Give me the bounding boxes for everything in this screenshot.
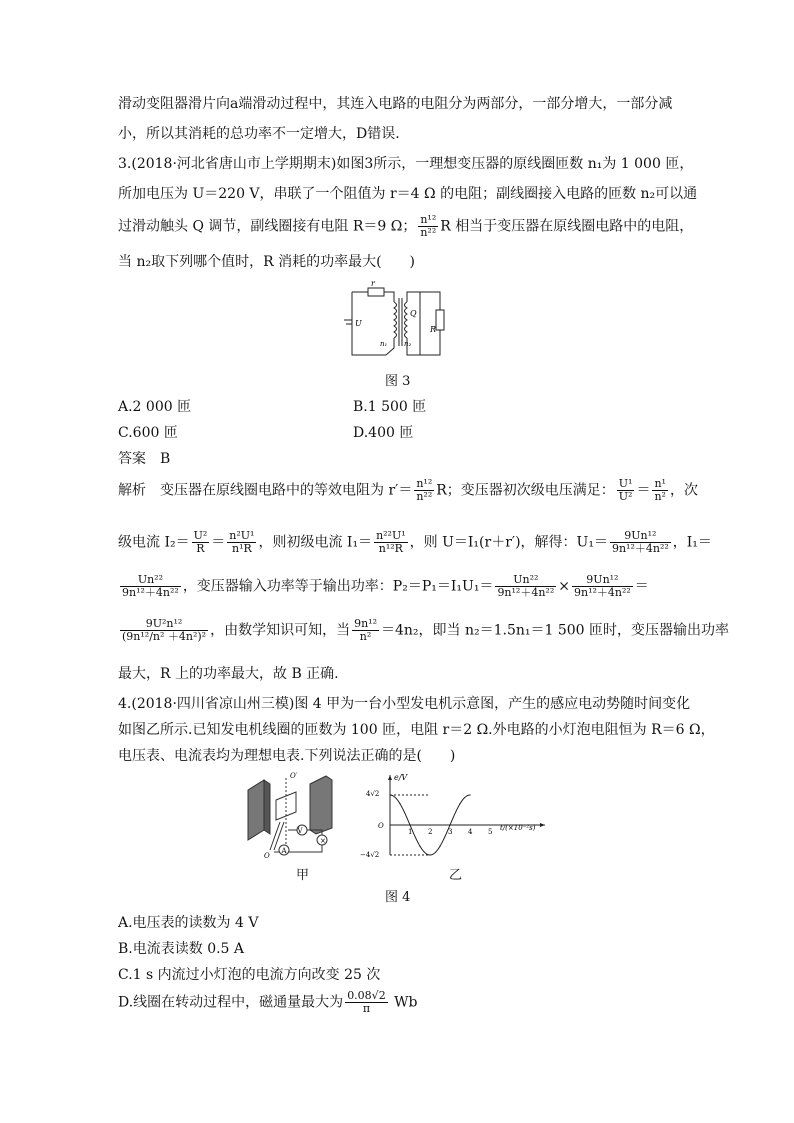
analysis-line <box>118 530 712 555</box>
denominator: 9n¹²＋4n²² <box>611 542 669 555</box>
text: ，次 <box>669 482 698 499</box>
text: ＝ <box>634 578 649 595</box>
numerator: n¹² <box>416 477 433 490</box>
analysis-line: 最大，R 上的功率最大，故 B 正确. <box>118 666 339 682</box>
numerator: n¹ <box>654 477 666 490</box>
label-Q: Q <box>410 309 417 318</box>
fraction <box>120 574 181 599</box>
text: D.线圈在转动过程中，磁通量最大为 <box>118 994 344 1011</box>
numerator: U² <box>193 529 208 542</box>
unit: Wb <box>394 994 418 1011</box>
paragraph-line: 小，所以其消耗的总功率不一定增大，D错误. <box>118 126 400 142</box>
option-c: C.600 匝 <box>118 425 178 441</box>
fraction <box>374 530 408 555</box>
text: ，则初级电流 I₁＝ <box>258 534 373 551</box>
svg-text:O: O <box>264 852 270 860</box>
y-tick-bottom: −4√2 <box>360 851 380 859</box>
denominator: n¹²R <box>378 542 403 555</box>
numerator: Un²² <box>495 574 556 587</box>
data-point <box>459 803 460 804</box>
denominator: n²² <box>420 226 437 239</box>
x-tick-label: 5 <box>488 828 493 836</box>
y-tick-top: 4√2 <box>366 790 380 798</box>
fraction <box>610 530 671 555</box>
numerator: 9U²n¹² <box>120 618 208 631</box>
text: R 相当于变压器在原线圈电路中的电阻， <box>440 218 694 235</box>
fraction <box>120 618 208 643</box>
figure-4-caption: 图 4 <box>385 890 411 905</box>
numerator: 0.08√2 <box>347 989 386 1002</box>
svg-text:×: × <box>320 837 326 845</box>
text: ，变压器输入功率等于输出功率：P₂＝P₁＝I₁U₁＝ <box>182 578 494 595</box>
fraction <box>414 478 434 503</box>
denominator: U² <box>618 490 633 503</box>
option-c: C.1 s 内流过小灯泡的电流方向改变 25 次 <box>118 967 381 983</box>
text: R；变压器初次级电压满足： <box>436 482 615 499</box>
question-4-line: 4.(2018·四川省凉山州三模)图 4 甲为一台小型发电机示意图，产生的感应电动势随时间变化 <box>118 696 691 712</box>
paragraph-line: 滑动变阻器滑片向a端滑动过程中，其连入电路的电阻分为两部分，一部分增大，一部分减 <box>118 96 673 112</box>
figure-4a-caption: 甲 <box>296 868 310 883</box>
x-tick-label: 4 <box>468 828 473 836</box>
figure-3-caption: 图 3 <box>385 374 411 389</box>
numerator: n²U¹ <box>229 529 255 542</box>
text: × <box>558 578 570 595</box>
option-d: D.400 匝 <box>353 425 414 441</box>
y-tick-origin: O <box>378 822 384 830</box>
x-axis-label: t/(×10⁻²s) <box>500 824 536 832</box>
data-point <box>439 846 440 847</box>
denominator: 9n¹²＋4n²² <box>573 586 631 599</box>
answer: 答案 B <box>118 451 171 467</box>
text: ，由数学知识可知，当 <box>210 622 351 639</box>
numerator: n¹² <box>420 213 437 226</box>
question-4-line: 如图乙所示.已知发电机线圈的匝数为 100 匝，电阻 r＝2 Ω.外电路的小灯泡电阻恒为 R＝6 Ω， <box>118 722 715 738</box>
denominator: n² <box>654 490 666 503</box>
figure-4b-chart <box>360 770 560 860</box>
analysis-line: 解析 变压器在原线圈电路中的等效电阻为 r′＝ $\frac{\text{n¹²}}{\text{n²²}}$ R；变压器初次级电压满足： $\frac{\text{U¹}}{\text{U²}}$ ＝ $\frac{\text{n¹}}{\text{n²}}$ ，次 <box>118 477 698 503</box>
figure-3-circuit <box>340 280 460 360</box>
fraction <box>227 530 256 555</box>
denominator: n²² <box>416 490 433 503</box>
text: 过滑动触头 Q 调节，副线圈接有电阻 R＝9 Ω； <box>118 218 417 235</box>
fraction <box>652 478 668 503</box>
text: 级电流 I₂＝ <box>118 534 190 551</box>
denominator: (9n¹²/n² ＋4n²)² <box>122 630 207 643</box>
analysis-line <box>118 618 729 643</box>
data-point <box>409 824 410 825</box>
text: ，则 U＝I₁(r＋r′)，解得：U₁＝ <box>409 534 608 551</box>
text: ，I₁＝ <box>672 534 712 551</box>
text: ＝4n₂，即当 n₂＝1.5n₁＝1 500 匝时，变压器输出功率 <box>381 622 730 639</box>
svg-text:A: A <box>281 847 287 855</box>
fraction <box>345 990 388 1015</box>
y-axis-arrow <box>388 775 392 780</box>
x-tick-label: 3 <box>448 828 453 836</box>
fraction <box>572 574 633 599</box>
fraction <box>495 574 556 599</box>
question-3-line: 所加电压为 U＝220 V，串联了一个阻值为 r＝4 Ω 的电阻；副线圈接入电路的匝数 n₂可以通 <box>118 186 698 202</box>
x-axis-arrow <box>540 823 545 827</box>
svg-text:O′: O′ <box>290 772 298 780</box>
figure-4b-caption: 乙 <box>449 868 463 883</box>
analysis-line <box>118 574 649 599</box>
denominator: n¹R <box>231 542 252 555</box>
data-point <box>399 803 400 804</box>
option-a: A.电压表的读数为 4 V <box>118 915 259 931</box>
fraction <box>418 214 438 239</box>
denominator: π <box>362 1002 371 1015</box>
option-d <box>118 990 418 1015</box>
label-n2: n₂ <box>404 340 412 348</box>
y-axis-label: e/V <box>394 773 408 782</box>
numerator: n²²U¹ <box>376 529 406 542</box>
option-b: B.电流表读数 0.5 A <box>118 941 245 957</box>
x-tick-label: 2 <box>428 828 433 836</box>
svg-text:V: V <box>297 827 303 835</box>
denominator: 9n¹²＋4n²² <box>122 586 179 599</box>
fraction <box>617 478 635 503</box>
denominator: R <box>196 542 205 555</box>
option-b: B.1 500 匝 <box>353 399 427 415</box>
text: 解析 变压器在原线圈电路中的等效电阻为 r′＝ <box>118 482 413 499</box>
numerator: U¹ <box>618 477 633 490</box>
label-r: r <box>371 280 375 288</box>
figure-4a-generator <box>240 770 340 860</box>
numerator: Un²² <box>120 574 181 587</box>
denominator: 9n¹²＋4n²² <box>497 586 555 599</box>
numerator: 9Un¹² <box>610 530 671 543</box>
data-point <box>449 824 450 825</box>
question-3-line: 当 n₂取下列哪个值时，R 消耗的功率最大( ) <box>118 254 415 270</box>
numerator: 9n¹² <box>354 617 377 630</box>
label-U: U <box>355 319 362 328</box>
data-point <box>419 846 420 847</box>
question-3-line <box>118 214 693 239</box>
denominator: n² <box>359 630 372 643</box>
fraction <box>352 618 379 643</box>
text: ＝ <box>211 534 226 551</box>
numerator: 9Un¹² <box>572 574 633 587</box>
question-3-line: 3.(2018·河北省唐山市上学期期末)如图3所示，一理想变压器的原线圈匝数 n₁为 1 000 匝， <box>118 156 694 172</box>
label-n1: n₁ <box>380 340 388 348</box>
x-tick-label: 1 <box>408 828 413 836</box>
fraction <box>192 530 210 555</box>
label-R: R <box>430 325 437 334</box>
option-a: A.2 000 匝 <box>118 399 192 415</box>
question-4-line: 电压表、电流表均为理想电表.下列说法正确的是( ) <box>118 748 456 764</box>
data-point <box>469 794 470 795</box>
